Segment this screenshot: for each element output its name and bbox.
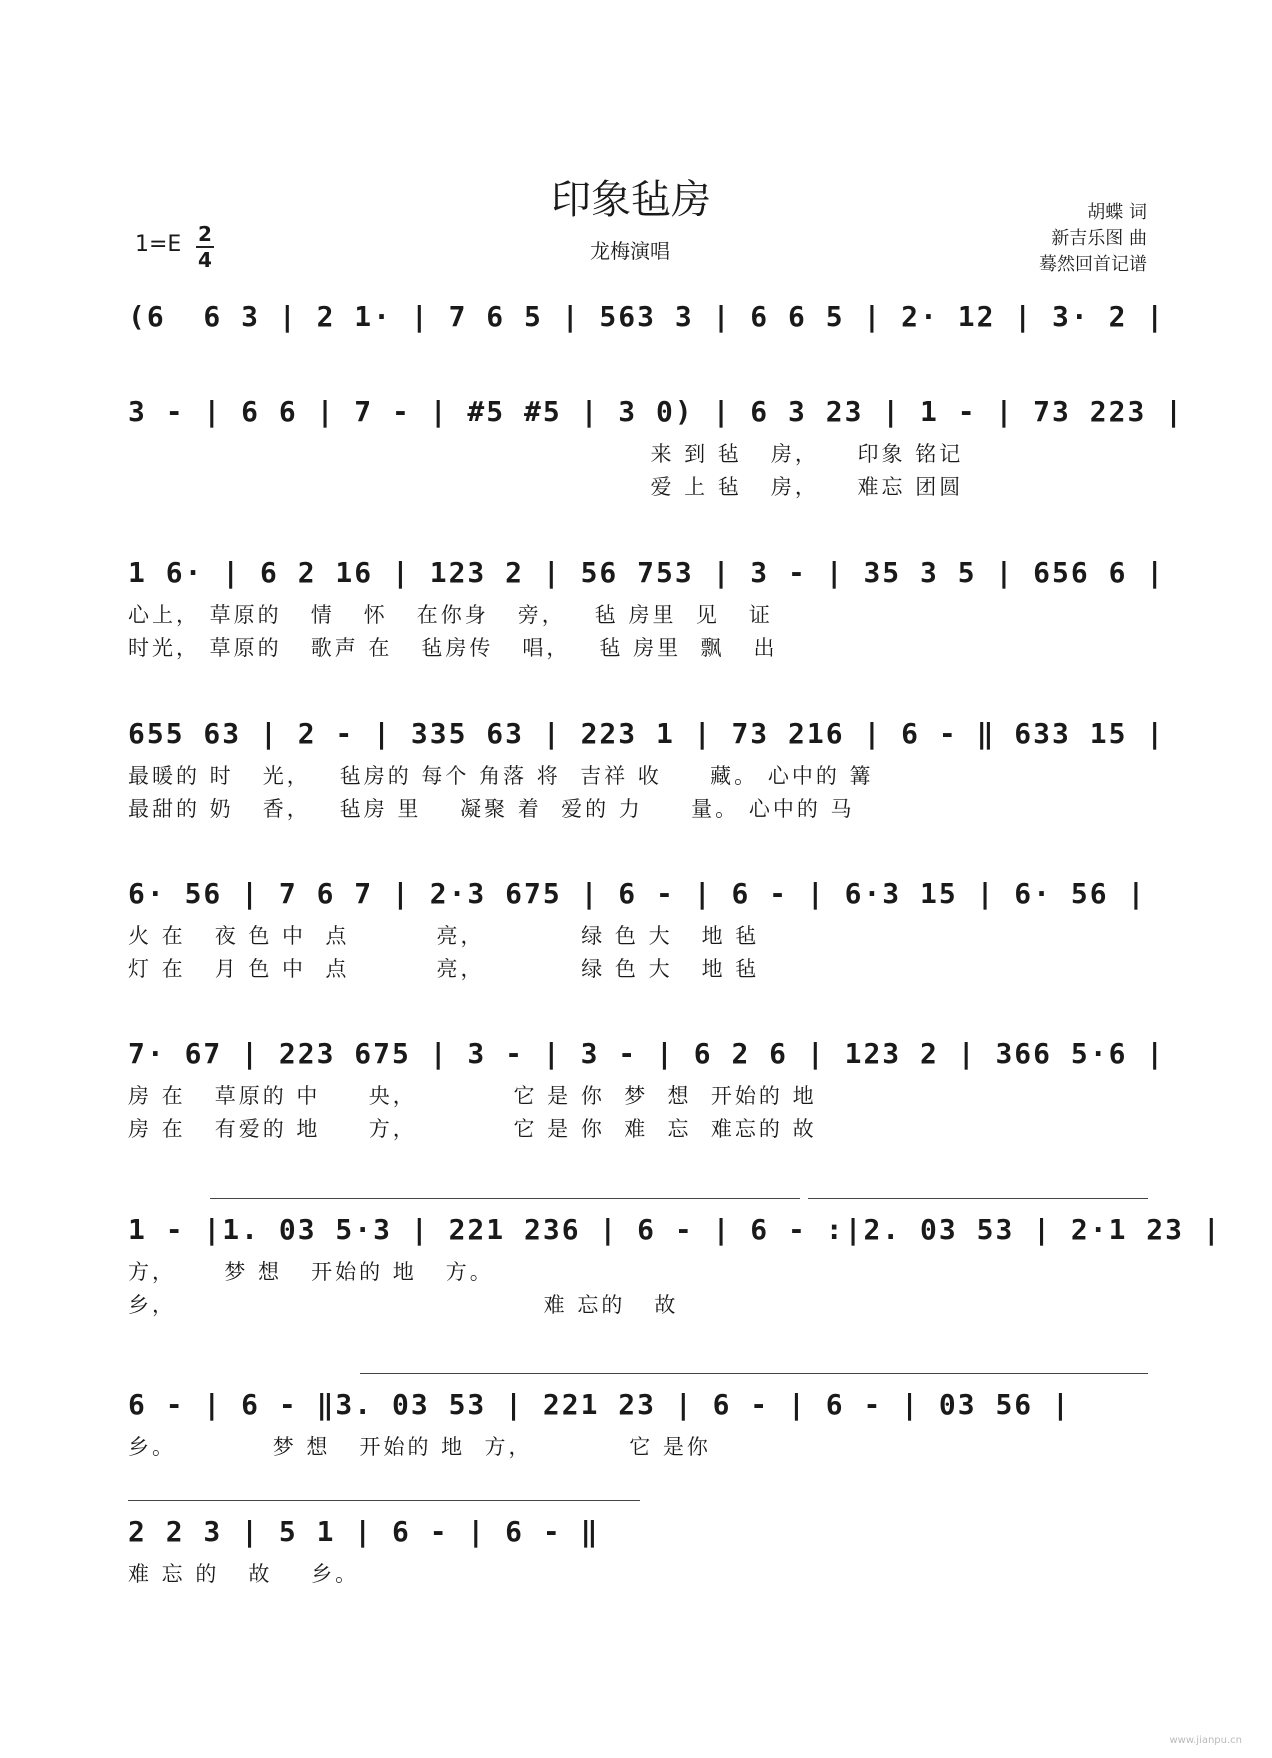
performer: 龙梅演唱 <box>590 239 670 263</box>
notation-line: 6 - | 6 - ‖3. 03 53 | 221 23 | 6 - | 6 - | 03 56 | <box>128 1388 1071 1421</box>
lyric-verse-2: 最甜的 奶 香， 毡房 里 凝聚 着 爱的 力 量。 心中的 马 <box>128 797 855 821</box>
system-2 <box>128 395 1185 504</box>
volta-1-bracket <box>210 1198 800 1199</box>
lyric-verse-1: 难 忘 的 故 乡。 <box>128 1562 360 1586</box>
volta-3-bracket <box>360 1373 1148 1374</box>
watermark-footer: www.jianpu.cn <box>1169 1735 1242 1746</box>
composer: 新吉乐图 曲 <box>1051 228 1147 249</box>
lyric-verse-2: 时光， 草原的 歌声 在 毡房传 唱， 毡 房里 飘 出 <box>128 636 778 660</box>
credits <box>1039 200 1147 278</box>
system-1 <box>128 300 1166 333</box>
transcriber: 蓦然回首记谱 <box>1039 254 1147 275</box>
notation-line: 655 63 | 2 - | 335 63 | 223 1 | 73 216 | 6 - ‖ 633 15 | <box>128 717 1166 750</box>
system-8 <box>128 1388 1148 1464</box>
system-6 <box>128 1037 1166 1146</box>
lyric-verse-2: 爱 上 毡 房， 难忘 团圆 <box>128 475 964 499</box>
notation-line: 7· 67 | 223 675 | 3 - | 3 - | 6 2 6 | 123 2 | 366 5·6 | <box>128 1037 1166 1070</box>
notation-line: (6 6 3 | 2 1· | 7 6 5 | 563 3 | 6 6 5 | 2· 12 | 3· 2 | <box>128 300 1166 333</box>
song-title: 印象毡房 <box>551 177 711 223</box>
lyric-verse-1: 方， 梦 想 开始的 地 方。 <box>128 1260 494 1284</box>
key-signature: 1=E <box>135 232 182 257</box>
lyric-verse-2: 乡， 难 忘的 故 <box>128 1293 679 1317</box>
lyric-verse-1: 火 在 夜 色 中 点 亮， 绿 色 大 地 毡 <box>128 924 760 948</box>
notation-line: 2 2 3 | 5 1 | 6 - | 6 - ‖ <box>128 1515 600 1548</box>
meter-top: 2 <box>198 222 212 246</box>
coda-bracket <box>128 1500 640 1501</box>
notation-line: 1 - |1. 03 5·3 | 221 236 | 6 - | 6 - :|2. 03 53 | 2·1 23 | <box>128 1213 1222 1246</box>
lyric-verse-2: 灯 在 月 色 中 点 亮， 绿 色 大 地 毡 <box>128 957 760 981</box>
system-5 <box>128 877 1148 986</box>
notation-line: 6· 56 | 7 6 7 | 2·3 675 | 6 - | 6 - | 6·3 15 | 6· 56 | <box>128 877 1147 910</box>
lyric-verse-1: 心上， 草原的 情 怀 在你身 旁， 毡 房里 见 证 <box>128 603 773 627</box>
time-signature <box>195 222 215 272</box>
system-7 <box>128 1213 1222 1322</box>
notation-line: 1 6· | 6 2 16 | 123 2 | 56 753 | 3 - | 35 3 5 | 656 6 | <box>128 556 1166 589</box>
meter-bottom: 4 <box>198 248 212 272</box>
lyric-verse-1: 最暖的 时 光， 毡房的 每个 角落 将 吉祥 收 藏。 心中的 篝 <box>128 764 874 788</box>
system-3 <box>128 556 1166 665</box>
lyricist: 胡蝶 词 <box>1087 202 1147 223</box>
notation-line: 3 - | 6 6 | 7 - | #5 #5 | 3 0) | 6 3 23 | 1 - | 73 223 | <box>128 395 1185 428</box>
system-9 <box>128 1515 1148 1591</box>
lyric-verse-2: 房 在 有爱的 地 方， 它 是 你 难 忘 难忘的 故 <box>128 1117 817 1141</box>
lyric-verse-1: 乡。 梦 想 开始的 地 方， 它 是你 <box>128 1435 711 1459</box>
volta-2-bracket <box>808 1198 1148 1199</box>
system-4 <box>128 717 1166 826</box>
lyric-verse-1: 来 到 毡 房， 印象 铭记 <box>128 442 964 466</box>
lyric-verse-1: 房 在 草原的 中 央， 它 是 你 梦 想 开始的 地 <box>128 1084 817 1108</box>
